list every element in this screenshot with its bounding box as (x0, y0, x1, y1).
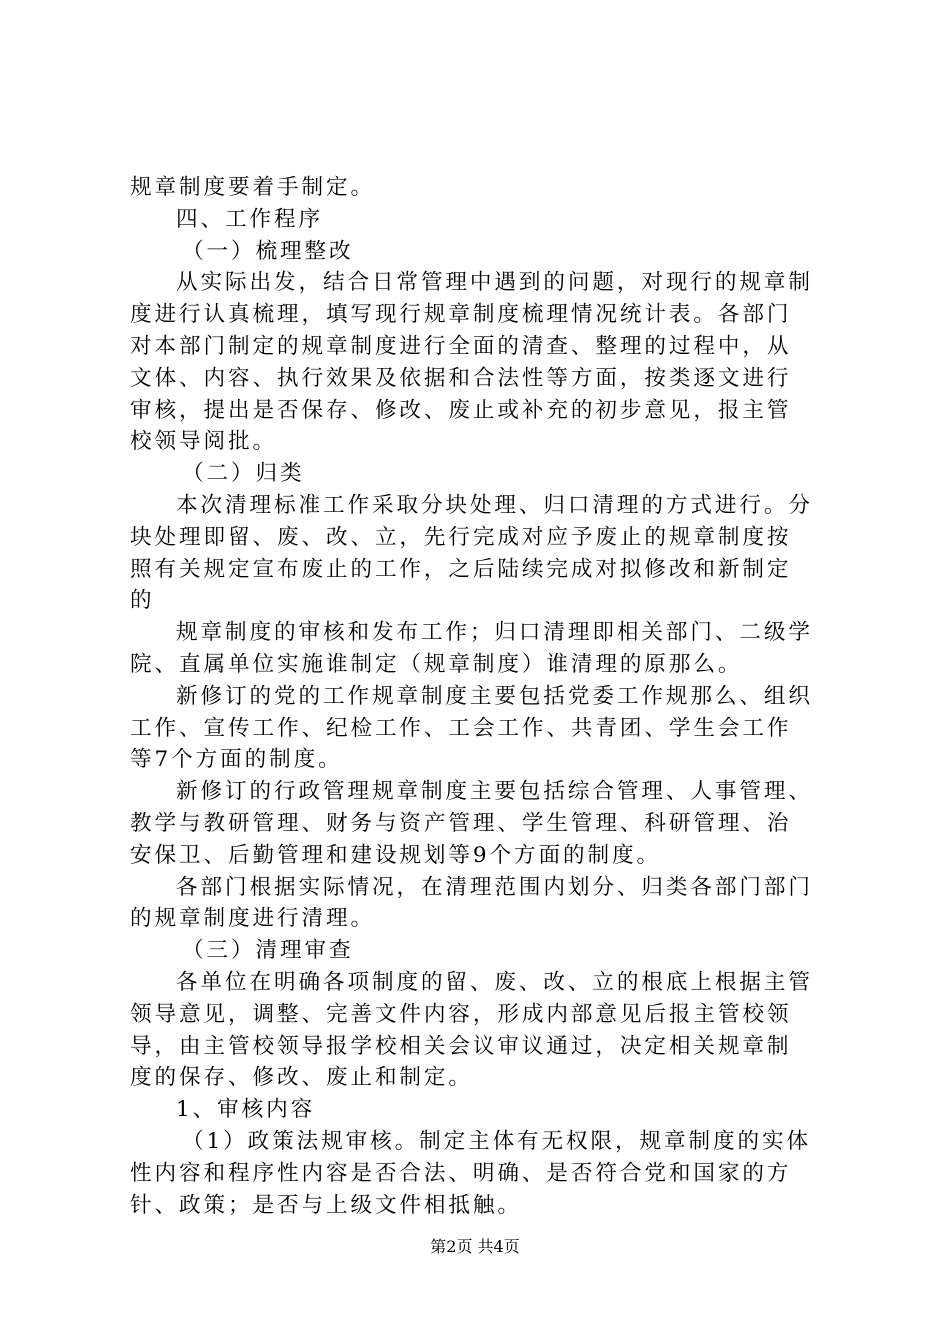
page-footer: 第2页 共4页 (430, 1237, 520, 1256)
text-line: 新修订的行政管理规章制度主要包括综合管理、人事管理、 (176, 779, 813, 805)
text-line: 对本部门制定的规章制度进行全面的清查、整理的过程中，从 (130, 333, 792, 359)
text-line: 规章制度的审核和发布工作；归口清理即相关部门、二级学 (176, 620, 813, 646)
text-line: 导，由主管校领导报学校相关会议审议通过，决定相关规章制 (130, 1033, 792, 1059)
text-line: 的 (130, 588, 155, 614)
text-line: 度的保存、修改、废止和制定。 (130, 1065, 473, 1091)
text-line: 等7个方面的制度。 (130, 747, 343, 773)
text-line: 性内容和程序性内容是否合法、明确、是否符合党和国家的方 (130, 1160, 792, 1186)
document-body (130, 172, 835, 1221)
text-line: 各单位在明确各项制度的留、废、改、立的根底上根据主管 (176, 969, 813, 995)
text-line: 新修订的党的工作规章制度主要包括党委工作规那么、组织 (176, 683, 813, 709)
text-line: 文体、内容、执行效果及依据和合法性等方面，按类逐文进行 (130, 365, 792, 391)
text-line: （二）归类 (182, 461, 305, 487)
text-line: 本次清理标准工作采取分块处理、归口清理的方式进行。分 (176, 492, 813, 518)
text-line: 审核，提出是否保存、修改、废止或补充的初步意见，报主管 (130, 397, 792, 423)
text-line: 块处理即留、废、改、立，先行完成对应予废止的规章制度按 (130, 524, 792, 550)
text-line: 照有关规定宣布废止的工作，之后陆续完成对拟修改和新制定 (130, 556, 792, 582)
text-line: 各部门根据实际情况，在清理范围内划分、归类各部门部门 (176, 874, 813, 900)
text-line: 院、直属单位实施谁制定（规章制度）谁清理的原那么。 (130, 651, 743, 677)
text-line: 的规章制度进行清理。 (130, 906, 375, 932)
text-line: （1）政策法规审核。制定主体有无权限，规章制度的实体 (182, 1128, 811, 1154)
text-line: （三）清理审查 (182, 938, 354, 964)
text-line: 安保卫、后勤管理和建设规划等9个方面的制度。 (130, 842, 662, 868)
text-line: 从实际出发，结合日常管理中遇到的问题，对现行的规章制 (176, 270, 813, 296)
text-line: 领导意见，调整、完善文件内容，形成内部意见后报主管校领 (130, 1001, 792, 1027)
text-line: 规章制度要着手制定。 (130, 175, 375, 200)
text-line: 工作、宣传工作、纪检工作、工会工作、共青团、学生会工作 (130, 715, 792, 741)
text-line: （一）梳理整改 (182, 238, 354, 264)
text-line: 1、审核内容 (176, 1097, 316, 1123)
text-line: 教学与教研管理、财务与资产管理、学生管理、科研管理、治 (130, 810, 792, 836)
text-line: 校领导阅批。 (130, 429, 277, 455)
text-line: 四、工作程序 (176, 206, 323, 232)
text-line: 针、政策；是否与上级文件相抵触。 (130, 1192, 522, 1218)
text-line: 度进行认真梳理，填写现行规章制度梳理情况统计表。各部门 (130, 302, 792, 328)
